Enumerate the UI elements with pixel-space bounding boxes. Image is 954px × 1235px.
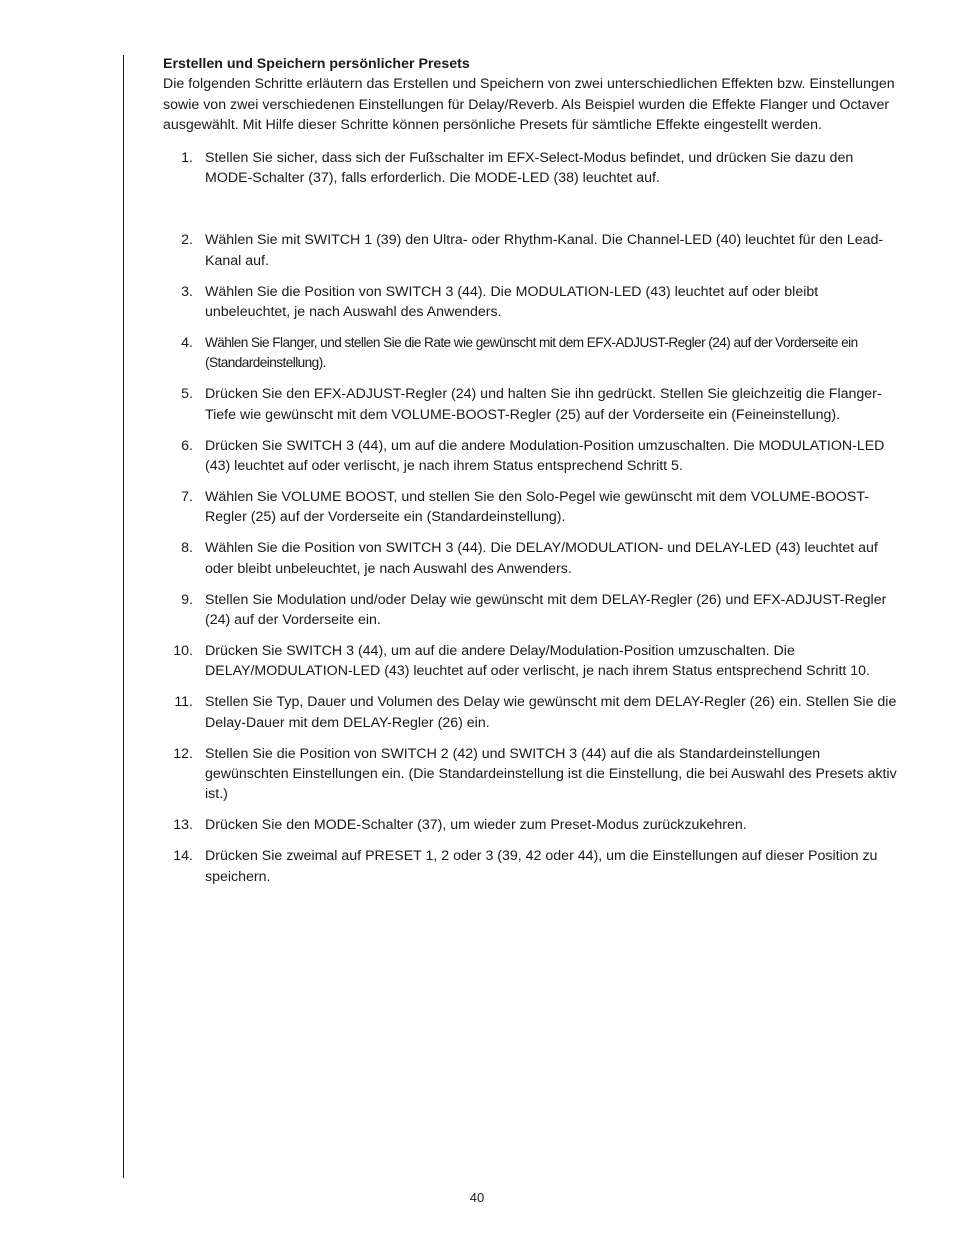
step-number: 6. xyxy=(181,437,193,454)
step-number: 2. xyxy=(181,232,193,249)
step-number: 3. xyxy=(181,283,193,300)
list-item xyxy=(163,538,899,579)
step-text: Stellen Sie Typ, Dauer und Volumen des Delay wie gewünscht mit dem DELAY-Regler (26) ein. Stellen Sie die Delay-Dauer mit dem DELAY-Regler (26) ein. xyxy=(205,694,897,731)
list-item xyxy=(163,815,899,835)
list-item xyxy=(163,230,899,271)
step-text: Drücken Sie den MODE-Schalter (37), um wieder zum Preset-Modus zurückzukehren. xyxy=(205,817,747,834)
step-text: Wählen Sie VOLUME BOOST, und stellen Sie den Solo-Pegel wie gewünscht mit dem VOLUME-BOOST-Regler (25) auf der Vorderseite ein (Standardeinstellung). xyxy=(205,489,869,526)
list-item xyxy=(163,590,899,631)
step-number: 9. xyxy=(181,591,193,608)
step-text: Wählen Sie mit SWITCH 1 (39) den Ultra- oder Rhythm-Kanal. Die Channel-LED (40) leuchtet für den Lead-Kanal auf. xyxy=(205,232,884,269)
step-text: Drücken Sie SWITCH 3 (44), um auf die andere Modulation-Position umzuschalten. Die MODULATION-LED (43) leuchtet auf oder verlischt, je nach ihrem Status entsprechend Schritt 5. xyxy=(205,437,885,475)
step-text: Drücken Sie den EFX-ADJUST-Regler (24) und halten Sie ihn gedrückt. Stellen Sie gleichzeitig die Flanger-Tiefe wie gewünscht mit dem VOLUME-BOOST-Regler (25) auf der Vorderseite ein (Feineinstellung). xyxy=(205,386,882,423)
step-text: Stellen Sie die Position von SWITCH 2 (42) und SWITCH 3 (44) auf die als Standardeinstellungen gewünschten Einstellungen ein. (Die Standardeinstellung ist die Einstellung, die bei Auswahl des Presets aktiv ist.) xyxy=(205,745,897,803)
step-number: 1. xyxy=(181,149,193,166)
steps-list xyxy=(163,148,899,887)
step-number: 13. xyxy=(173,817,193,834)
step-number: 7. xyxy=(181,489,193,505)
list-item xyxy=(163,692,899,733)
list-item xyxy=(163,641,899,682)
step-number: 11. xyxy=(174,694,193,711)
step-number: 4. xyxy=(181,335,193,352)
step-text: Drücken Sie zweimal auf PRESET 1, 2 oder 3 (39, 42 oder 44), um die Einstellungen auf dieser Position zu speichern. xyxy=(205,848,878,885)
page-number: 40 xyxy=(469,1190,485,1205)
step-number: 10. xyxy=(173,642,193,659)
margin-rule xyxy=(123,55,124,1178)
step-text: Wählen Sie Flanger, und stellen Sie die Rate wie gewünscht mit dem EFX-ADJUST-Regler (24) auf der Vorderseite ein (Standardeinstellung). xyxy=(205,335,858,371)
step-number: 5. xyxy=(181,386,193,403)
list-item xyxy=(163,282,899,323)
section-intro: Die folgenden Schritte erläutern das Erstellen und Speichern von zwei unterschiedlichen Effekten bzw. Einstellungen sowie von zwei verschiedenen Einstellungen für Delay/Reverb. Als Beispiel wurden die Effekte Flanger und Octaver ausgewählt. Mit Hilfe dieser Schritte können persönliche Presets für sämtliche Effekte eingestellt werden. xyxy=(163,76,895,134)
step-text: Drücken Sie SWITCH 3 (44), um auf die andere Delay/Modulation-Position umzuschalten. Die DELAY/MODULATION-LED (43) leuchtet auf oder verlischt, je nach ihrem Status entsprechend Schritt 10. xyxy=(205,642,870,680)
page-content xyxy=(163,54,899,898)
step-number: 8. xyxy=(181,540,193,557)
list-item xyxy=(163,333,899,374)
list-item xyxy=(163,148,899,189)
step-text: Wählen Sie die Position von SWITCH 3 (44). Die DELAY/MODULATION- und DELAY-LED (43) leuchtet auf oder bleibt unbeleuchtet, je nach Auswahl des Anwenders. xyxy=(205,540,878,577)
list-item xyxy=(163,487,899,528)
step-number: 14. xyxy=(173,848,193,865)
step-text: Wählen Sie die Position von SWITCH 3 (44). Die MODULATION-LED (43) leuchtet auf oder bleibt unbeleuchtet, je nach Auswahl des Anwenders. xyxy=(205,283,819,321)
section-heading: Erstellen und Speichern persönlicher Presets xyxy=(163,56,470,72)
step-number: 12. xyxy=(173,745,193,762)
list-item xyxy=(163,846,899,887)
step-text: Stellen Sie Modulation und/oder Delay wie gewünscht mit dem DELAY-Regler (26) und EFX-ADJUST-Regler (24) auf der Vorderseite ein. xyxy=(205,591,887,629)
list-item xyxy=(163,436,899,477)
list-item xyxy=(163,744,899,805)
list-item xyxy=(163,384,899,425)
step-text: Stellen Sie sicher, dass sich der Fußschalter im EFX-Select-Modus befindet, und drücken Sie dazu den MODE-Schalter (37), falls erforderlich. Die MODE-LED (38) leuchtet auf. xyxy=(205,149,854,187)
